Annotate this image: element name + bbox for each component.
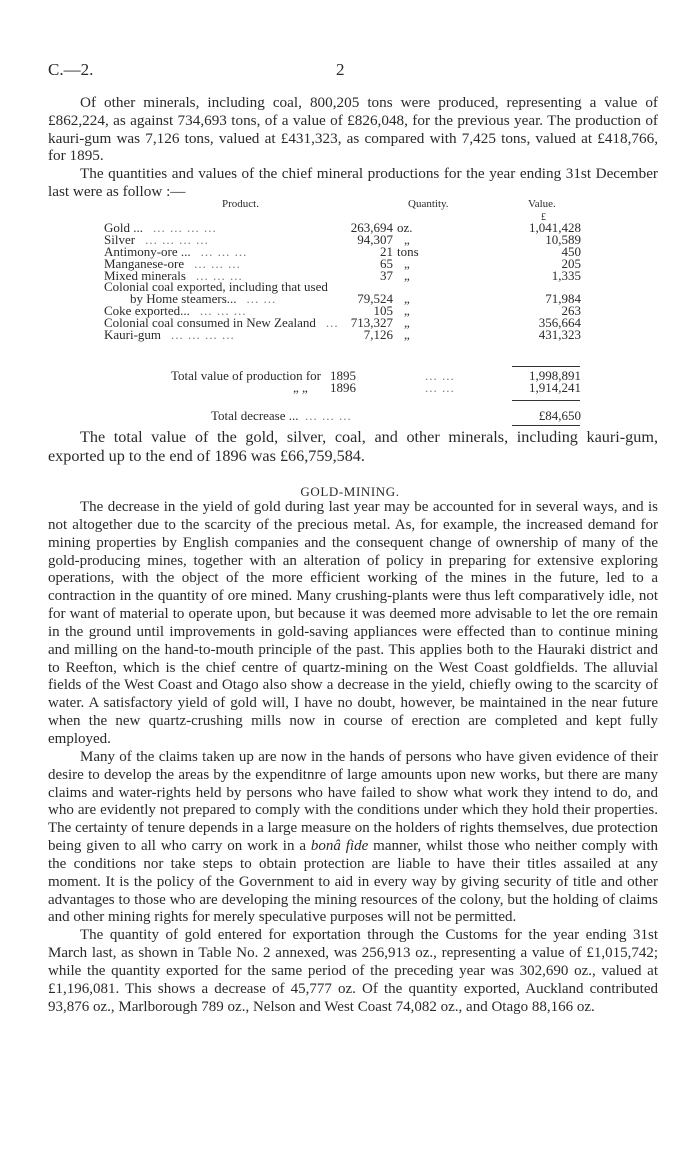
row-quantity: 713,327: [350, 315, 393, 331]
decrease-leader: ... ... ...: [305, 408, 352, 423]
row-product-name: Mixed minerals: [104, 267, 186, 283]
row-leader-dots: ...: [325, 315, 339, 331]
column-header-product: Product.: [222, 198, 259, 210]
row-value: 10,589: [545, 231, 581, 247]
gold-paragraph-2: [48, 749, 658, 927]
table-row: [0, 329, 700, 341]
totals-leader-1896: ... ...: [425, 380, 455, 395]
row-quantity: 7,126: [363, 327, 393, 343]
row-product-name: Antimony-ore ...: [104, 243, 191, 259]
row-quantity-unit: „: [404, 231, 410, 247]
row-quantity-unit: „: [404, 267, 410, 283]
row-quantity: 263,694: [350, 220, 393, 235]
row-quantity: 105: [373, 303, 393, 319]
row-leader-dots: ... ... ...: [195, 267, 243, 283]
totals-leader-1895: ... ...: [425, 368, 455, 383]
row-product-name: Silver: [104, 231, 136, 247]
gold-mining-body: [48, 499, 658, 1016]
gold-paragraph-2-start: Many of the claims taken up are now in the hands of persons who have given evidence of their desire to develop the areas by the expenditnre of large amounts upon new works, but there are many claims and water-rights held by persons who have failed to show what work they intend to do, and who are evidently not prepared to comply with the conditions under which they hold their properties. The certainty of tenure depends in a large measure on the holders of rights themselves, due protection being given to all who carry on work in a: [48, 748, 658, 855]
row-product-name: Manganese-ore: [104, 255, 185, 271]
row-product-name: Kauri-gum: [104, 327, 162, 343]
totals-year-1895: 1895: [330, 368, 356, 383]
row-quantity-unit: „: [404, 315, 410, 331]
row-leader-dots: ... ... ...: [200, 243, 248, 259]
row-value: 450: [561, 243, 581, 259]
row-leader-dots: ... ...: [246, 291, 277, 307]
row-value: 263: [561, 303, 581, 319]
row-product-name: Colonial coal exported, including that used: [104, 279, 328, 295]
closing-text: [48, 428, 658, 465]
row-quantity: 37: [380, 267, 393, 283]
row-quantity-unit: „: [404, 327, 410, 343]
row-quantity: 94,307: [357, 231, 393, 247]
decrease-rule: [512, 400, 580, 401]
row-product-name: Coke exported...: [104, 303, 190, 319]
decrease-underline: [512, 425, 580, 426]
totals-value-1895: 1,998,891: [529, 368, 581, 383]
bona-fide-phrase: bonâ fide: [310, 838, 369, 855]
column-header-value: Value.: [528, 198, 556, 210]
gold-paragraph-2-end: manner, whilst those who neither comply with the conditions nor take steps to obtain protection are liable to have their titles assailed at any moment. It is the policy of the Government to aid in every way by giving security of title and other advantages to those who are developing the mining resources of the colony, but the holding of claims and other mining rights for merely speculative purposes will not be permitted.: [48, 838, 659, 926]
decrease-label: Total decrease ...: [211, 408, 299, 423]
totals-rule: [512, 366, 580, 367]
row-quantity-unit: tons: [397, 243, 419, 259]
intro-text: [48, 94, 658, 201]
row-product-name: Colonial coal consumed in New Zealand: [104, 315, 316, 331]
totals-ditto-marks: „ „: [293, 380, 308, 395]
gold-paragraph-1: The decrease in the yield of gold during last year may be accounted for in several ways, and is not altogether due to the scarcity of the precious metal. As, for example, the increased demand for mining properties by English companies and the consequent change of ownership of many of the gold-producing mines, together with an alteration of policy in preparing for extensive exploring operations, with the object of the more efficient working of the mines in the future, led to a contraction in the quantity of ore mined. Many crushing-plants were thus left comparatively idle, not for want of material to operate upon, but because it was deemed more advisable to let the ore remain in the ground until improvements in gold-saving appliances were effected than to continue mining and milling on the hand-to-mouth principle of the past. This applies both to the Hauraki district and to Reefton, which is the chief centre of quartz-mining on the West Coast goldfields. The alluvial fields of the West Coast and Otago also show a decrease in the yield, chiefly owing to the scarcity of water. A satisfactory yield of gold will, I have no doubt, however, be maintained in the near future when the new quartz-crushing mills now in course of erection are completed and kept fully employed.: [48, 499, 658, 747]
row-quantity-unit: „: [404, 291, 410, 307]
production-table: [0, 222, 700, 341]
row-value: 71,984: [545, 291, 581, 307]
row-product: [104, 329, 235, 341]
intro-paragraph-1: Of other minerals, including coal, 800,205 tons were produced, representing a value of £862,224, as against 734,693 tons, of a value of £826,048, for the previous year. The production of kauri-gum was 7,126 tons, valued at £431,323, as compared with 7,425 tons, valued at £418,766, for 1895.: [48, 94, 658, 165]
row-leader-dots: ... ... ...: [194, 255, 241, 271]
totals-label: Total value of production for: [171, 368, 321, 383]
row-value: 205: [561, 255, 581, 271]
totals-value-1896: 1,914,241: [529, 380, 581, 395]
document-reference: C.—2.: [48, 60, 94, 79]
column-header-quantity: Quantity.: [408, 198, 449, 210]
page-number: 2: [336, 60, 345, 79]
row-leader-dots: ... ... ... ...: [145, 231, 209, 247]
row-quantity: 79,524: [357, 291, 393, 307]
row-quantity-unit: oz.: [397, 220, 413, 235]
row-value: 1,335: [551, 267, 581, 283]
row-leader-dots: ... ... ... ...: [171, 327, 235, 343]
row-value: 356,664: [538, 315, 581, 331]
row-product-name: Gold ...: [104, 220, 143, 235]
row-quantity-unit: „: [404, 255, 410, 271]
intro-paragraph-2: The quantities and values of the chief mineral productions for the year ending 31st December last were as follow :—: [48, 165, 658, 200]
row-value: 431,323: [538, 327, 581, 343]
totals-year-1896: 1896: [330, 380, 356, 395]
decrease-value: £84,650: [538, 408, 581, 423]
closing-paragraph: The total value of the gold, silver, coal, and other minerals, including kauri-gum, exported up to the end of 1896 was £66,759,584.: [48, 428, 658, 465]
value-unit-label: £: [541, 212, 546, 223]
row-quantity-unit: „: [404, 303, 410, 319]
section-title-gold-mining: GOLD-MINING.: [300, 484, 400, 499]
row-quantity: 21: [380, 243, 393, 259]
row-quantity: 65: [380, 255, 393, 271]
row-product-name: by Home steamers...: [130, 291, 237, 307]
row-leader-dots: ... ... ...: [199, 303, 247, 319]
row-leader-dots: ... ... ... ...: [153, 220, 217, 235]
table-row: [0, 281, 700, 293]
row-value: 1,041,428: [529, 220, 581, 235]
gold-paragraph-3: The quantity of gold entered for exportation through the Customs for the year ending 31st March last, as shown in Table No. 2 annexed, was 256,913 oz., representing a value of £1,015,742; while the quantity exported for the same period of the preceding year was 302,690 oz., valued at £1,196,081. This shows a decrease of 45,777 oz. Of the quantity exported, Auckland contributed 93,876 oz., Marlborough 789 oz., Nelson and West Coast 74,082 oz., and Otago 88,166 oz.: [48, 927, 658, 1015]
